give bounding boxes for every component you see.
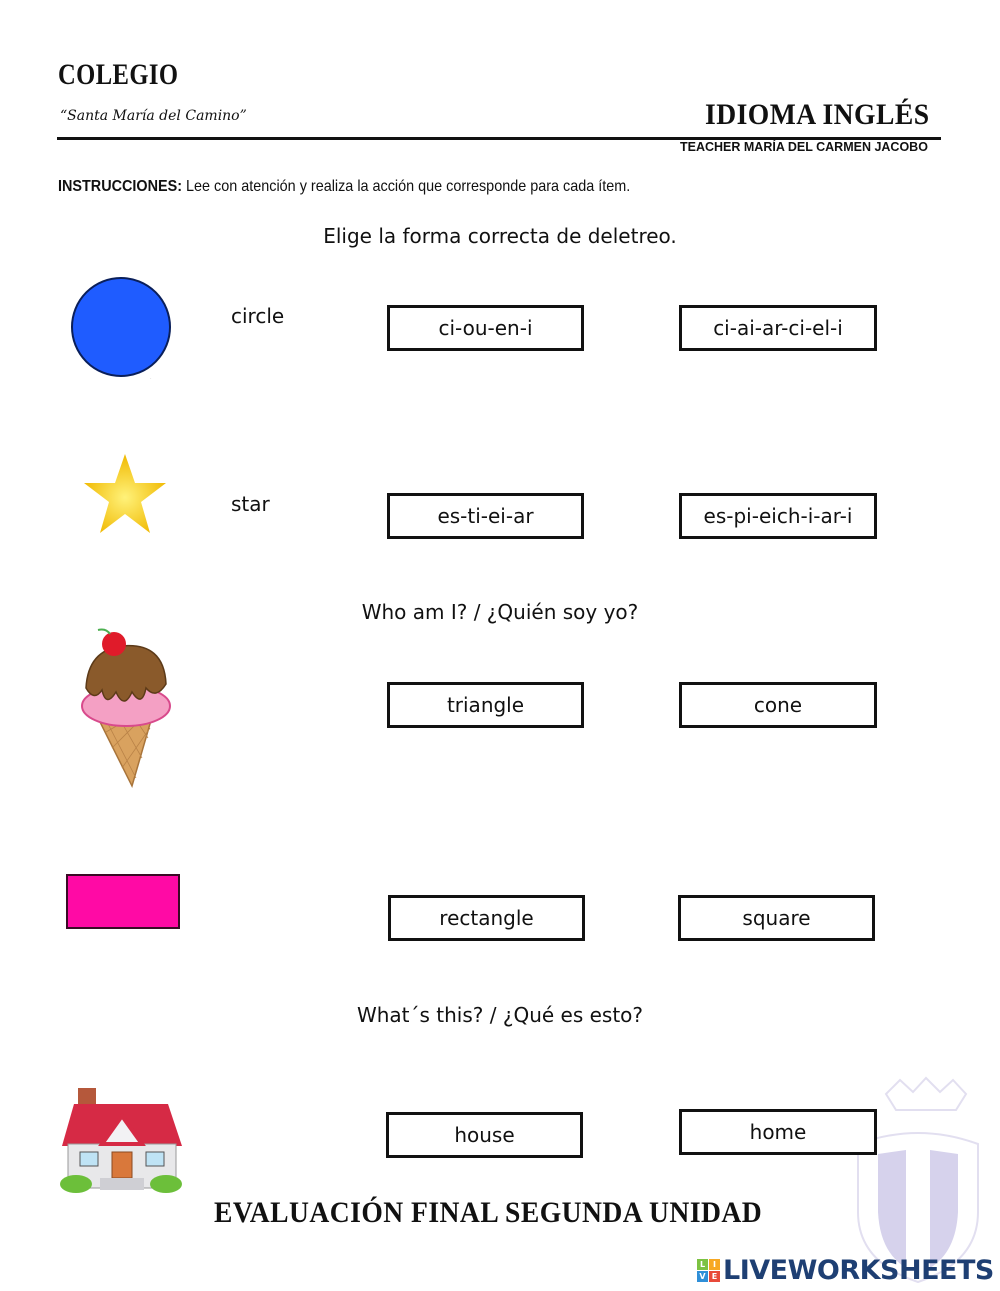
blue-circle-image bbox=[70, 276, 172, 378]
instructions-text: Lee con atención y realiza la acción que corresponde para cada ítem. bbox=[182, 178, 631, 195]
option-button[interactable]: rectangle bbox=[388, 895, 585, 941]
liveworksheets-tiles-icon: L I V E bbox=[697, 1259, 720, 1282]
option-button[interactable]: square bbox=[678, 895, 875, 941]
school-name: “Santa María del Camino” bbox=[60, 108, 247, 124]
option-button[interactable]: cone bbox=[679, 682, 877, 728]
school-label: COLEGIO bbox=[58, 58, 179, 91]
pink-rectangle-image bbox=[66, 874, 180, 929]
subject-title: IDIOMA INGLÉS bbox=[705, 98, 930, 131]
option-button[interactable]: triangle bbox=[387, 682, 584, 728]
yellow-star-image bbox=[82, 452, 168, 536]
word-star: star bbox=[231, 492, 270, 516]
section-heading-whats-this: What´s this? / ¿Qué es esto? bbox=[356, 1003, 644, 1027]
teacher-name: TEACHER MARÍA DEL CARMEN JACOBO bbox=[680, 140, 928, 154]
word-circle: circle bbox=[231, 304, 285, 328]
option-button[interactable]: es-ti-ei-ar bbox=[387, 493, 584, 539]
section-heading-who-am-i: Who am I? / ¿Quién soy yo? bbox=[361, 600, 639, 624]
instructions bbox=[58, 178, 630, 196]
section-heading-spelling: Elige la forma correcta de deletreo. bbox=[323, 224, 677, 248]
liveworksheets-logo[interactable] bbox=[697, 1255, 994, 1286]
instructions-label: INSTRUCCIONES: bbox=[58, 178, 183, 195]
liveworksheets-brand-text: LIVEWORKSHEETS bbox=[723, 1255, 994, 1286]
option-button[interactable]: ci-ai-ar-ci-el-i bbox=[679, 305, 877, 351]
evaluation-title: EVALUACIÓN FINAL SEGUNDA UNIDAD bbox=[214, 1196, 763, 1229]
option-button[interactable]: ci-ou-en-i bbox=[387, 305, 584, 351]
image-credit: · bbox=[150, 376, 152, 382]
option-button[interactable]: house bbox=[386, 1112, 583, 1158]
option-button[interactable]: home bbox=[679, 1109, 877, 1155]
option-button[interactable]: es-pi-eich-i-ar-i bbox=[679, 493, 877, 539]
ice-cream-cone-image bbox=[76, 628, 176, 790]
house-image bbox=[58, 1086, 184, 1196]
